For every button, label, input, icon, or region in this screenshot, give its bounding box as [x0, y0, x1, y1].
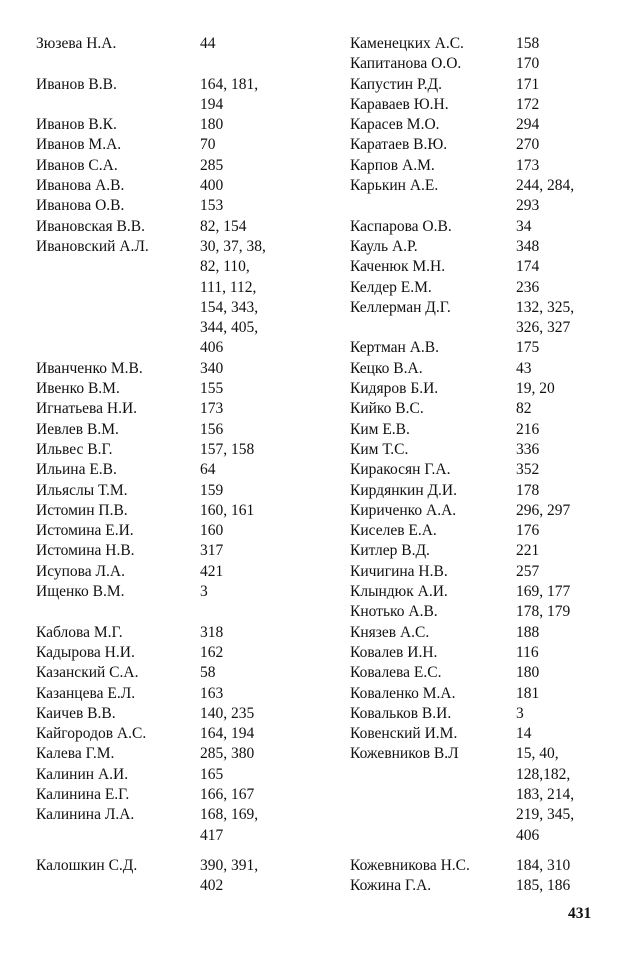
page-ref: 180	[200, 116, 224, 134]
index-entry	[350, 34, 620, 54]
index-entry	[36, 75, 326, 116]
entry-pages	[200, 481, 310, 501]
entry-name: Ильвес В.Г.	[36, 440, 113, 458]
page-ref: 160, 161	[200, 501, 255, 519]
page-ref: 171	[516, 75, 540, 93]
page-ref: 157, 158	[200, 440, 255, 458]
entry-name: Каратаев В.Ю.	[350, 136, 448, 154]
entry-name: Иванов В.К.	[36, 116, 117, 134]
page-ref: 163	[200, 684, 224, 702]
page-ref: 3	[516, 704, 524, 722]
entry-pages	[516, 501, 612, 521]
index-entry	[36, 481, 326, 501]
index-entry	[350, 481, 620, 501]
entry-pages	[200, 34, 310, 54]
entry-name: Кожевников В.Л	[350, 745, 459, 763]
entry-name: Кертман А.В.	[350, 339, 439, 357]
entry-name: Калинина Л.А.	[36, 806, 135, 824]
entry-pages	[200, 379, 310, 399]
entry-pages	[200, 115, 310, 135]
page-ref: 285, 380	[200, 745, 255, 763]
index-entry	[350, 684, 620, 704]
entry-name: Китлер В.Д.	[350, 542, 430, 560]
entry-name: Истомина Н.В.	[36, 542, 135, 560]
entry-pages	[516, 237, 612, 257]
page-ref: 168, 169,	[200, 806, 259, 824]
page-ref: 257	[516, 562, 540, 580]
index-column-left	[36, 34, 326, 896]
entry-name: Ильяслы Т.М.	[36, 481, 128, 499]
page-ref: 340	[200, 359, 224, 377]
index-entry	[36, 541, 326, 561]
page-ref: 160	[200, 522, 224, 540]
entry-pages	[516, 217, 612, 237]
page-ref: 155	[200, 380, 224, 398]
index-entry	[350, 115, 620, 135]
page-ref: 170	[516, 55, 540, 73]
page-ref: 326, 327	[516, 319, 571, 337]
index-entry	[36, 501, 326, 521]
index-entry	[36, 724, 326, 744]
entry-name: Иванова А.В.	[36, 177, 125, 195]
entry-name: Зюзева Н.А.	[36, 35, 117, 52]
entry-name: Кирдянкин Д.И.	[350, 481, 458, 499]
entry-name: Каспарова О.В.	[350, 217, 452, 235]
entry-pages	[516, 602, 612, 622]
page-ref: 318	[200, 623, 224, 641]
page-ref: 294	[516, 116, 540, 134]
entry-name: Капустин Р.Д.	[350, 75, 442, 93]
entry-name: Каменецких А.С.	[350, 35, 464, 52]
page-ref: 166, 167	[200, 785, 255, 803]
entry-pages	[200, 744, 310, 764]
entry-name: Иванов С.А.	[36, 156, 118, 174]
entry-pages	[200, 135, 310, 155]
entry-name: Клындюк А.И.	[350, 583, 448, 601]
entry-pages	[516, 684, 612, 704]
entry-pages	[516, 379, 612, 399]
entry-pages	[200, 582, 310, 602]
entry-pages	[200, 460, 310, 480]
page-ref: 14	[516, 725, 532, 743]
entry-pages	[516, 176, 612, 217]
index-entry	[36, 521, 326, 541]
index-entry	[36, 420, 326, 440]
index-entry	[350, 643, 620, 663]
index-entry	[36, 135, 326, 155]
index-entry	[350, 744, 620, 845]
entry-pages	[516, 460, 612, 480]
entry-name: Каблова М.Г.	[36, 623, 123, 641]
entry-name: Каченюк М.Н.	[350, 258, 446, 276]
entry-name: Калинин А.И.	[36, 765, 129, 783]
index-entry	[350, 704, 620, 724]
entry-name: Ковалева Е.С.	[350, 664, 442, 682]
spacer	[350, 846, 620, 856]
entry-name: Кичигина Н.В.	[350, 562, 448, 580]
entry-name: Иванченко М.В.	[36, 359, 143, 377]
index-entry	[36, 217, 326, 237]
page-ref: 132, 325,	[516, 298, 575, 316]
entry-name: Ковальков В.И.	[350, 704, 452, 722]
entry-name: Кадырова Н.И.	[36, 643, 135, 661]
entry-pages	[200, 399, 310, 419]
page-ref: 158	[516, 35, 540, 52]
entry-pages	[516, 562, 612, 582]
index-column-right	[350, 34, 620, 896]
index-entry	[36, 744, 326, 764]
index-entry	[36, 237, 326, 359]
index-entry	[350, 856, 620, 876]
entry-name: Ким Т.С.	[350, 440, 409, 458]
entry-pages	[200, 785, 310, 805]
entry-name: Иванов М.А.	[36, 136, 122, 154]
page-number: 431	[568, 905, 592, 922]
entry-pages	[516, 135, 612, 155]
entry-pages	[516, 338, 612, 358]
entry-name: Казанцева Е.Л.	[36, 684, 136, 702]
entry-name: Иванова О.В.	[36, 197, 125, 215]
entry-pages	[516, 420, 612, 440]
index-entry	[350, 95, 620, 115]
entry-name: Кауль А.Р.	[350, 237, 418, 255]
entry-name: Ищенко В.М.	[36, 583, 125, 601]
entry-pages	[200, 176, 310, 196]
index-entry	[350, 135, 620, 155]
entry-pages	[200, 765, 310, 785]
index-entry	[350, 420, 620, 440]
page-ref: 352	[516, 461, 540, 479]
entry-name: Исупова Л.А.	[36, 562, 125, 580]
index-entry	[36, 115, 326, 135]
entry-pages	[516, 359, 612, 379]
entry-pages	[516, 876, 612, 896]
page-ref: 15, 40,	[516, 745, 559, 763]
entry-pages	[200, 541, 310, 561]
entry-pages	[200, 420, 310, 440]
entry-name: Кириченко А.А.	[350, 501, 457, 519]
page-ref: 400	[200, 177, 224, 195]
entry-pages	[516, 744, 612, 845]
entry-pages	[516, 156, 612, 176]
entry-pages	[516, 724, 612, 744]
entry-name: Калинина Е.Г.	[36, 785, 130, 803]
page-ref: 159	[200, 481, 224, 499]
page-ref: 19, 20	[516, 380, 555, 398]
page-ref: 82, 154	[200, 217, 247, 235]
index-entry	[350, 379, 620, 399]
spacer	[36, 54, 326, 74]
index-entry	[36, 856, 326, 897]
page-ref: 194	[200, 95, 224, 113]
page-ref: 174	[516, 258, 540, 276]
index-entry	[350, 623, 620, 643]
index-entry	[36, 805, 326, 846]
page-ref: 164, 194	[200, 725, 255, 743]
page-ref: 58	[200, 664, 216, 682]
index-entry	[350, 460, 620, 480]
entry-name: Кецко В.А.	[350, 359, 423, 377]
entry-name: Капитанова О.О.	[350, 55, 462, 73]
index-entry	[350, 501, 620, 521]
index-entry	[36, 663, 326, 683]
entry-name: Игнатьева Н.И.	[36, 400, 138, 418]
entry-pages	[200, 562, 310, 582]
entry-name: Князев А.С.	[350, 623, 430, 641]
index-entry	[350, 541, 620, 561]
entry-pages	[200, 359, 310, 379]
page-ref: 111, 112,	[200, 278, 257, 296]
entry-pages	[516, 704, 612, 724]
page-ref: 70	[200, 136, 216, 154]
entry-name: Иванов В.В.	[36, 75, 117, 93]
entry-name: Кайгородов А.С.	[36, 725, 147, 743]
entry-pages	[200, 663, 310, 683]
index-entry	[350, 338, 620, 358]
entry-name: Каичев В.В.	[36, 704, 116, 722]
entry-pages	[200, 643, 310, 663]
entry-pages	[200, 196, 310, 216]
page-ref: 173	[516, 156, 540, 174]
entry-name: Караваев Ю.Н.	[350, 95, 449, 113]
entry-pages	[200, 623, 310, 643]
entry-name: Карасев М.О.	[350, 116, 440, 134]
page-ref: 421	[200, 562, 224, 580]
index-entry	[36, 34, 326, 54]
index-entry	[36, 440, 326, 460]
entry-name: Иевлев В.М.	[36, 420, 119, 438]
entry-name: Кнотько А.В.	[350, 603, 438, 621]
index-entry	[350, 298, 620, 339]
page-ref: 175	[516, 339, 540, 357]
index-entry	[36, 623, 326, 643]
index-entry	[350, 399, 620, 419]
page-ref: 244, 284,	[516, 177, 575, 195]
entry-pages	[516, 440, 612, 460]
entry-name: Кидяров Б.И.	[350, 380, 439, 398]
page-ref: 236	[516, 278, 540, 296]
page-ref: 64	[200, 461, 216, 479]
page-ref: 317	[200, 542, 224, 560]
page-ref: 34	[516, 217, 532, 235]
page-ref: 344, 405,	[200, 319, 259, 337]
entry-pages	[200, 237, 310, 359]
page-ref: 185, 186	[516, 877, 571, 895]
entry-pages	[200, 440, 310, 460]
entry-pages	[516, 521, 612, 541]
entry-pages	[516, 399, 612, 419]
spacer	[36, 846, 326, 856]
index-entry	[36, 156, 326, 176]
page-ref: 417	[200, 826, 224, 844]
page-ref: 336	[516, 440, 540, 458]
entry-pages	[516, 257, 612, 277]
index-entry	[36, 196, 326, 216]
entry-name: Келдер Е.М.	[350, 278, 432, 296]
entry-name: Истомина Е.И.	[36, 522, 134, 540]
page-ref: 221	[516, 542, 540, 560]
entry-name: Киракосян Г.А.	[350, 461, 451, 479]
entry-pages	[516, 541, 612, 561]
page-ref: 178	[516, 481, 540, 499]
page-ref: 82, 110,	[200, 258, 250, 276]
index-entry	[350, 562, 620, 582]
index-entry	[350, 602, 620, 622]
index-entry	[36, 643, 326, 663]
entry-name: Кожина Г.А.	[350, 877, 432, 895]
entry-name: Ильина Е.В.	[36, 461, 117, 479]
index-entry	[350, 75, 620, 95]
entry-name: Калошкин С.Д.	[36, 856, 138, 874]
entry-pages	[516, 95, 612, 115]
entry-pages	[516, 663, 612, 683]
entry-name: Ковенский И.М.	[350, 725, 458, 743]
page-ref: 154, 343,	[200, 298, 259, 316]
entry-pages	[516, 643, 612, 663]
index-entry	[350, 724, 620, 744]
page-ref: 156	[200, 420, 224, 438]
page-ref: 180	[516, 664, 540, 682]
index-entry	[350, 440, 620, 460]
entry-name: Коваленко М.А.	[350, 684, 456, 702]
entry-pages	[516, 623, 612, 643]
page-ref: 188	[516, 623, 540, 641]
page-ref: 173	[200, 400, 224, 418]
page-ref: 140, 235	[200, 704, 255, 722]
page-ref: 293	[516, 197, 540, 215]
index-entry	[36, 460, 326, 480]
index-entry	[350, 582, 620, 602]
entry-pages	[200, 856, 310, 897]
index-entry	[36, 359, 326, 379]
page-ref: 183, 214,	[516, 785, 575, 803]
entry-name: Киселев Е.А.	[350, 522, 437, 540]
entry-name: Ивановский А.Л.	[36, 237, 149, 255]
page-ref: 153	[200, 197, 224, 215]
page-ref: 164, 181,	[200, 75, 259, 93]
index-entry	[350, 54, 620, 74]
entry-pages	[516, 856, 612, 876]
page-ref: 184, 310	[516, 856, 571, 874]
spacer	[36, 602, 326, 622]
index-entry	[350, 237, 620, 257]
entry-pages	[200, 684, 310, 704]
page-ref: 169, 177	[516, 583, 571, 601]
page-ref: 172	[516, 95, 540, 113]
page-ref: 296, 297	[516, 501, 571, 519]
index-entry	[350, 176, 620, 217]
entry-name: Карькин А.Е.	[350, 177, 439, 195]
index-entry	[350, 257, 620, 277]
index-entry	[36, 176, 326, 196]
entry-pages	[516, 481, 612, 501]
page-ref: 216	[516, 420, 540, 438]
index-entry	[36, 582, 326, 602]
entry-pages	[200, 156, 310, 176]
index-entry	[36, 684, 326, 704]
entry-pages	[200, 521, 310, 541]
index-entry	[36, 379, 326, 399]
index-entry	[350, 359, 620, 379]
entry-name: Ковалев И.Н.	[350, 643, 438, 661]
page-ref: 219, 345,	[516, 806, 575, 824]
page-ref: 162	[200, 643, 224, 661]
index-entry	[36, 399, 326, 419]
page-ref: 116	[516, 643, 539, 661]
entry-name: Келлерман Д.Г.	[350, 298, 451, 316]
page-ref: 181	[516, 684, 540, 702]
entry-pages	[200, 501, 310, 521]
page-ref: 390, 391,	[200, 856, 259, 874]
entry-pages	[200, 75, 310, 116]
entry-pages	[200, 704, 310, 724]
entry-pages	[516, 278, 612, 298]
entry-pages	[200, 217, 310, 237]
entry-pages	[516, 582, 612, 602]
page-ref: 82	[516, 400, 532, 418]
page-ref: 128,182,	[516, 765, 571, 783]
entry-name: Ким Е.В.	[350, 420, 410, 438]
entry-pages	[516, 75, 612, 95]
page-ref: 30, 37, 38,	[200, 237, 266, 255]
entry-pages	[516, 54, 612, 74]
entry-pages	[516, 34, 612, 54]
index-entry	[350, 278, 620, 298]
index-entry	[350, 663, 620, 683]
index-entry	[350, 521, 620, 541]
index-entry	[350, 876, 620, 896]
entry-pages	[200, 724, 310, 744]
index-entry	[36, 765, 326, 785]
index-entry	[36, 785, 326, 805]
page-ref: 348	[516, 237, 540, 255]
index-entry	[36, 704, 326, 724]
page-ref: 44	[200, 35, 216, 52]
entry-pages	[516, 115, 612, 135]
page-ref: 43	[516, 359, 532, 377]
index-entry	[350, 217, 620, 237]
entry-name: Кожевникова Н.С.	[350, 856, 470, 874]
entry-name: Ивановская В.В.	[36, 217, 145, 235]
entry-name: Истомин П.В.	[36, 501, 128, 519]
index-entry	[36, 562, 326, 582]
page-ref: 3	[200, 583, 208, 601]
entry-pages	[516, 298, 612, 339]
page-ref: 176	[516, 522, 540, 540]
page-ref: 285	[200, 156, 224, 174]
entry-name: Калева Г.М.	[36, 745, 115, 763]
page-ref: 406	[200, 339, 224, 357]
entry-name: Ивенко В.М.	[36, 380, 120, 398]
page-ref: 406	[516, 826, 540, 844]
page-ref: 178, 179	[516, 603, 571, 621]
page-ref: 270	[516, 136, 540, 154]
entry-name: Карпов А.М.	[350, 156, 435, 174]
page-ref: 402	[200, 877, 224, 895]
entry-pages	[200, 805, 310, 846]
index-entry	[350, 156, 620, 176]
entry-name: Казанский С.А.	[36, 664, 139, 682]
page-ref: 165	[200, 765, 224, 783]
entry-name: Кийко В.С.	[350, 400, 424, 418]
